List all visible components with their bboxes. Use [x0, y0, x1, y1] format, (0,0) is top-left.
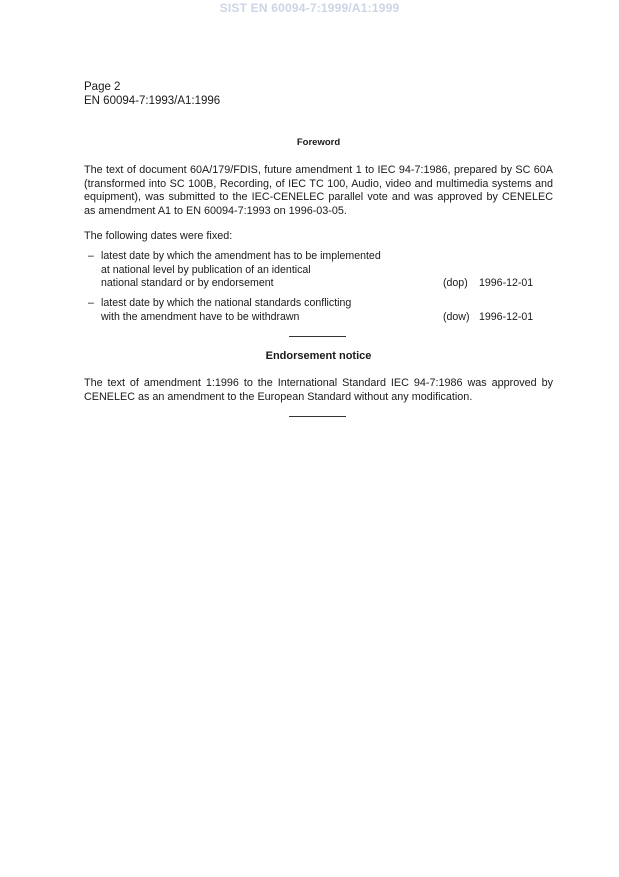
description-line: with the amendment have to be withdrawn [101, 310, 300, 323]
date-value: 1996-12-01 [479, 310, 534, 323]
description-line: latest date by which the national standards conflicting [101, 297, 352, 309]
document-reference: EN 60094-7:1993/A1:1996 [84, 94, 221, 107]
list-dash: – [88, 250, 94, 262]
description-line: at national level by publication of an identical [101, 263, 311, 276]
description-line: national standard or by endorsement [101, 277, 274, 289]
date-abbreviation: (dop) [443, 276, 468, 289]
date-item-description [101, 297, 441, 324]
list-dash: – [88, 297, 94, 309]
watermark-text: SIST EN 60094-7:1999/A1:1999 [219, 1, 400, 15]
endorsement-heading: Endorsement notice [265, 350, 372, 362]
page-header [84, 81, 220, 108]
page-number: Page 2 [84, 81, 121, 93]
date-item-dow [88, 297, 548, 324]
date-abbreviation: (dow) [443, 310, 470, 323]
foreword-heading: Foreword [296, 137, 341, 148]
date-item-dop [88, 250, 548, 290]
foreword-paragraph: The text of document 60A/179/FDIS, future amendment 1 to IEC 94-7:1986, prepared by SC 60A (transformed into SC 100B, Recording, of IEC TC 100, Audio, video and multimedia systems and equipment), was submitted to the IEC-CENELEC parallel vote and was approved by CENELEC as amendment A1 to EN 60094-7:1993 on 1996-03-05. [84, 164, 553, 217]
end-divider [289, 416, 346, 417]
section-divider [289, 336, 346, 337]
date-item-description [101, 250, 441, 291]
date-value: 1996-12-01 [479, 276, 534, 289]
dates-intro: The following dates were fixed: [84, 230, 233, 242]
description-line: latest date by which the amendment has to be implemented [101, 250, 381, 262]
endorsement-paragraph: The text of amendment 1:1996 to the International Standard IEC 94-7:1986 was approved by CENELEC as an amendment to the European Standard without any modification. [84, 377, 553, 403]
